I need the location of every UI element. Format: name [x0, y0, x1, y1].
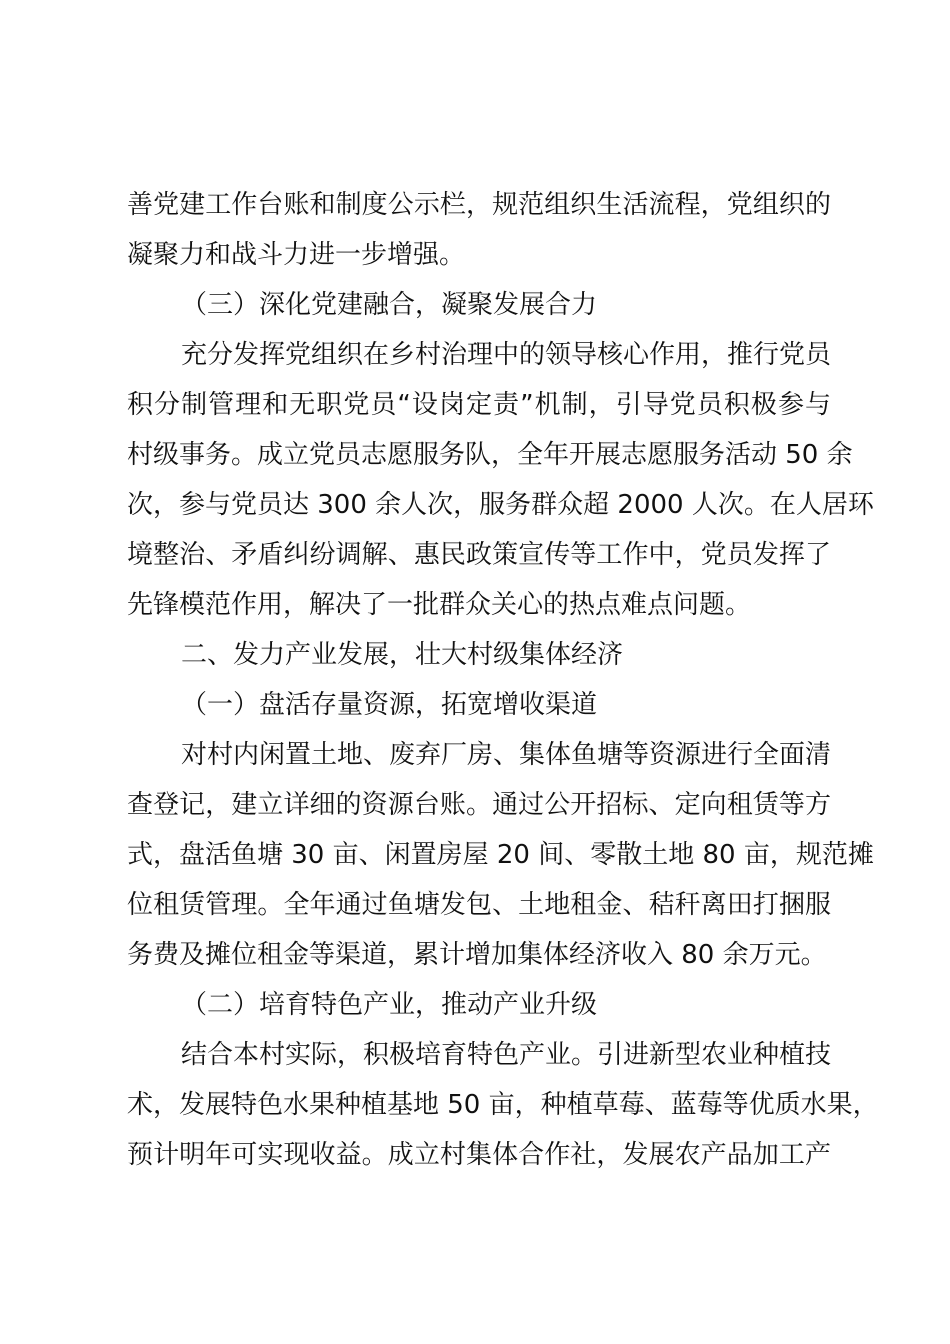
- paragraph-line: 善党建工作台账和制度公示栏，规范组织生活流程，党组织的: [127, 190, 831, 220]
- section-heading: （三）深化党建融合，凝聚发展合力: [181, 290, 598, 320]
- paragraph-line: 境整治、矛盾纠纷调解、惠民政策宣传等工作中，党员发挥了: [127, 540, 831, 570]
- paragraph-line: 充分发挥党组织在乡村治理中的领导核心作用，推行党员: [181, 340, 832, 370]
- section-heading: （二）培育特色产业，推动产业升级: [181, 990, 598, 1020]
- paragraph-line: 次，参与党员达 300 余人次，服务群众超 2000 人次。在人居环: [127, 490, 874, 520]
- document-body: [127, 180, 879, 1180]
- paragraph-line: 对村内闲置土地、废弃厂房、集体鱼塘等资源进行全面清: [181, 740, 832, 770]
- section-heading: （一）盘活存量资源，拓宽增收渠道: [181, 690, 598, 720]
- paragraph-line: 积分制管理和无职党员“设岗定责”机制，引导党员积极参与: [127, 390, 831, 420]
- paragraph-line: 预计明年可实现收益。成立村集体合作社，发展农产品加工产: [127, 1140, 831, 1170]
- paragraph-line: 务费及摊位租金等渠道，累计增加集体经济收入 80 余万元。: [127, 940, 827, 970]
- paragraph-line: 位租赁管理。全年通过鱼塘发包、土地租金、秸秆离田打捆服: [127, 890, 831, 920]
- paragraph-line: 查登记，建立详细的资源台账。通过公开招标、定向租赁等方: [127, 790, 831, 820]
- paragraph-line: 凝聚力和战斗力进一步增强。: [127, 240, 466, 270]
- paragraph-line: 结合本村实际，积极培育特色产业。引进新型农业种植技: [181, 1040, 832, 1070]
- paragraph-line: 式，盘活鱼塘 30 亩、闲置房屋 20 间、零散土地 80 亩，规范摊: [127, 840, 874, 870]
- paragraph-line: 术，发展特色水果种植基地 50 亩，种植草莓、蓝莓等优质水果，: [127, 1090, 879, 1120]
- section-heading: 二、发力产业发展，壮大村级集体经济: [181, 640, 624, 670]
- paragraph-line: 先锋模范作用，解决了一批群众关心的热点难点问题。: [127, 590, 752, 620]
- paragraph-line: 村级事务。成立党员志愿服务队，全年开展志愿服务活动 50 余: [127, 440, 853, 470]
